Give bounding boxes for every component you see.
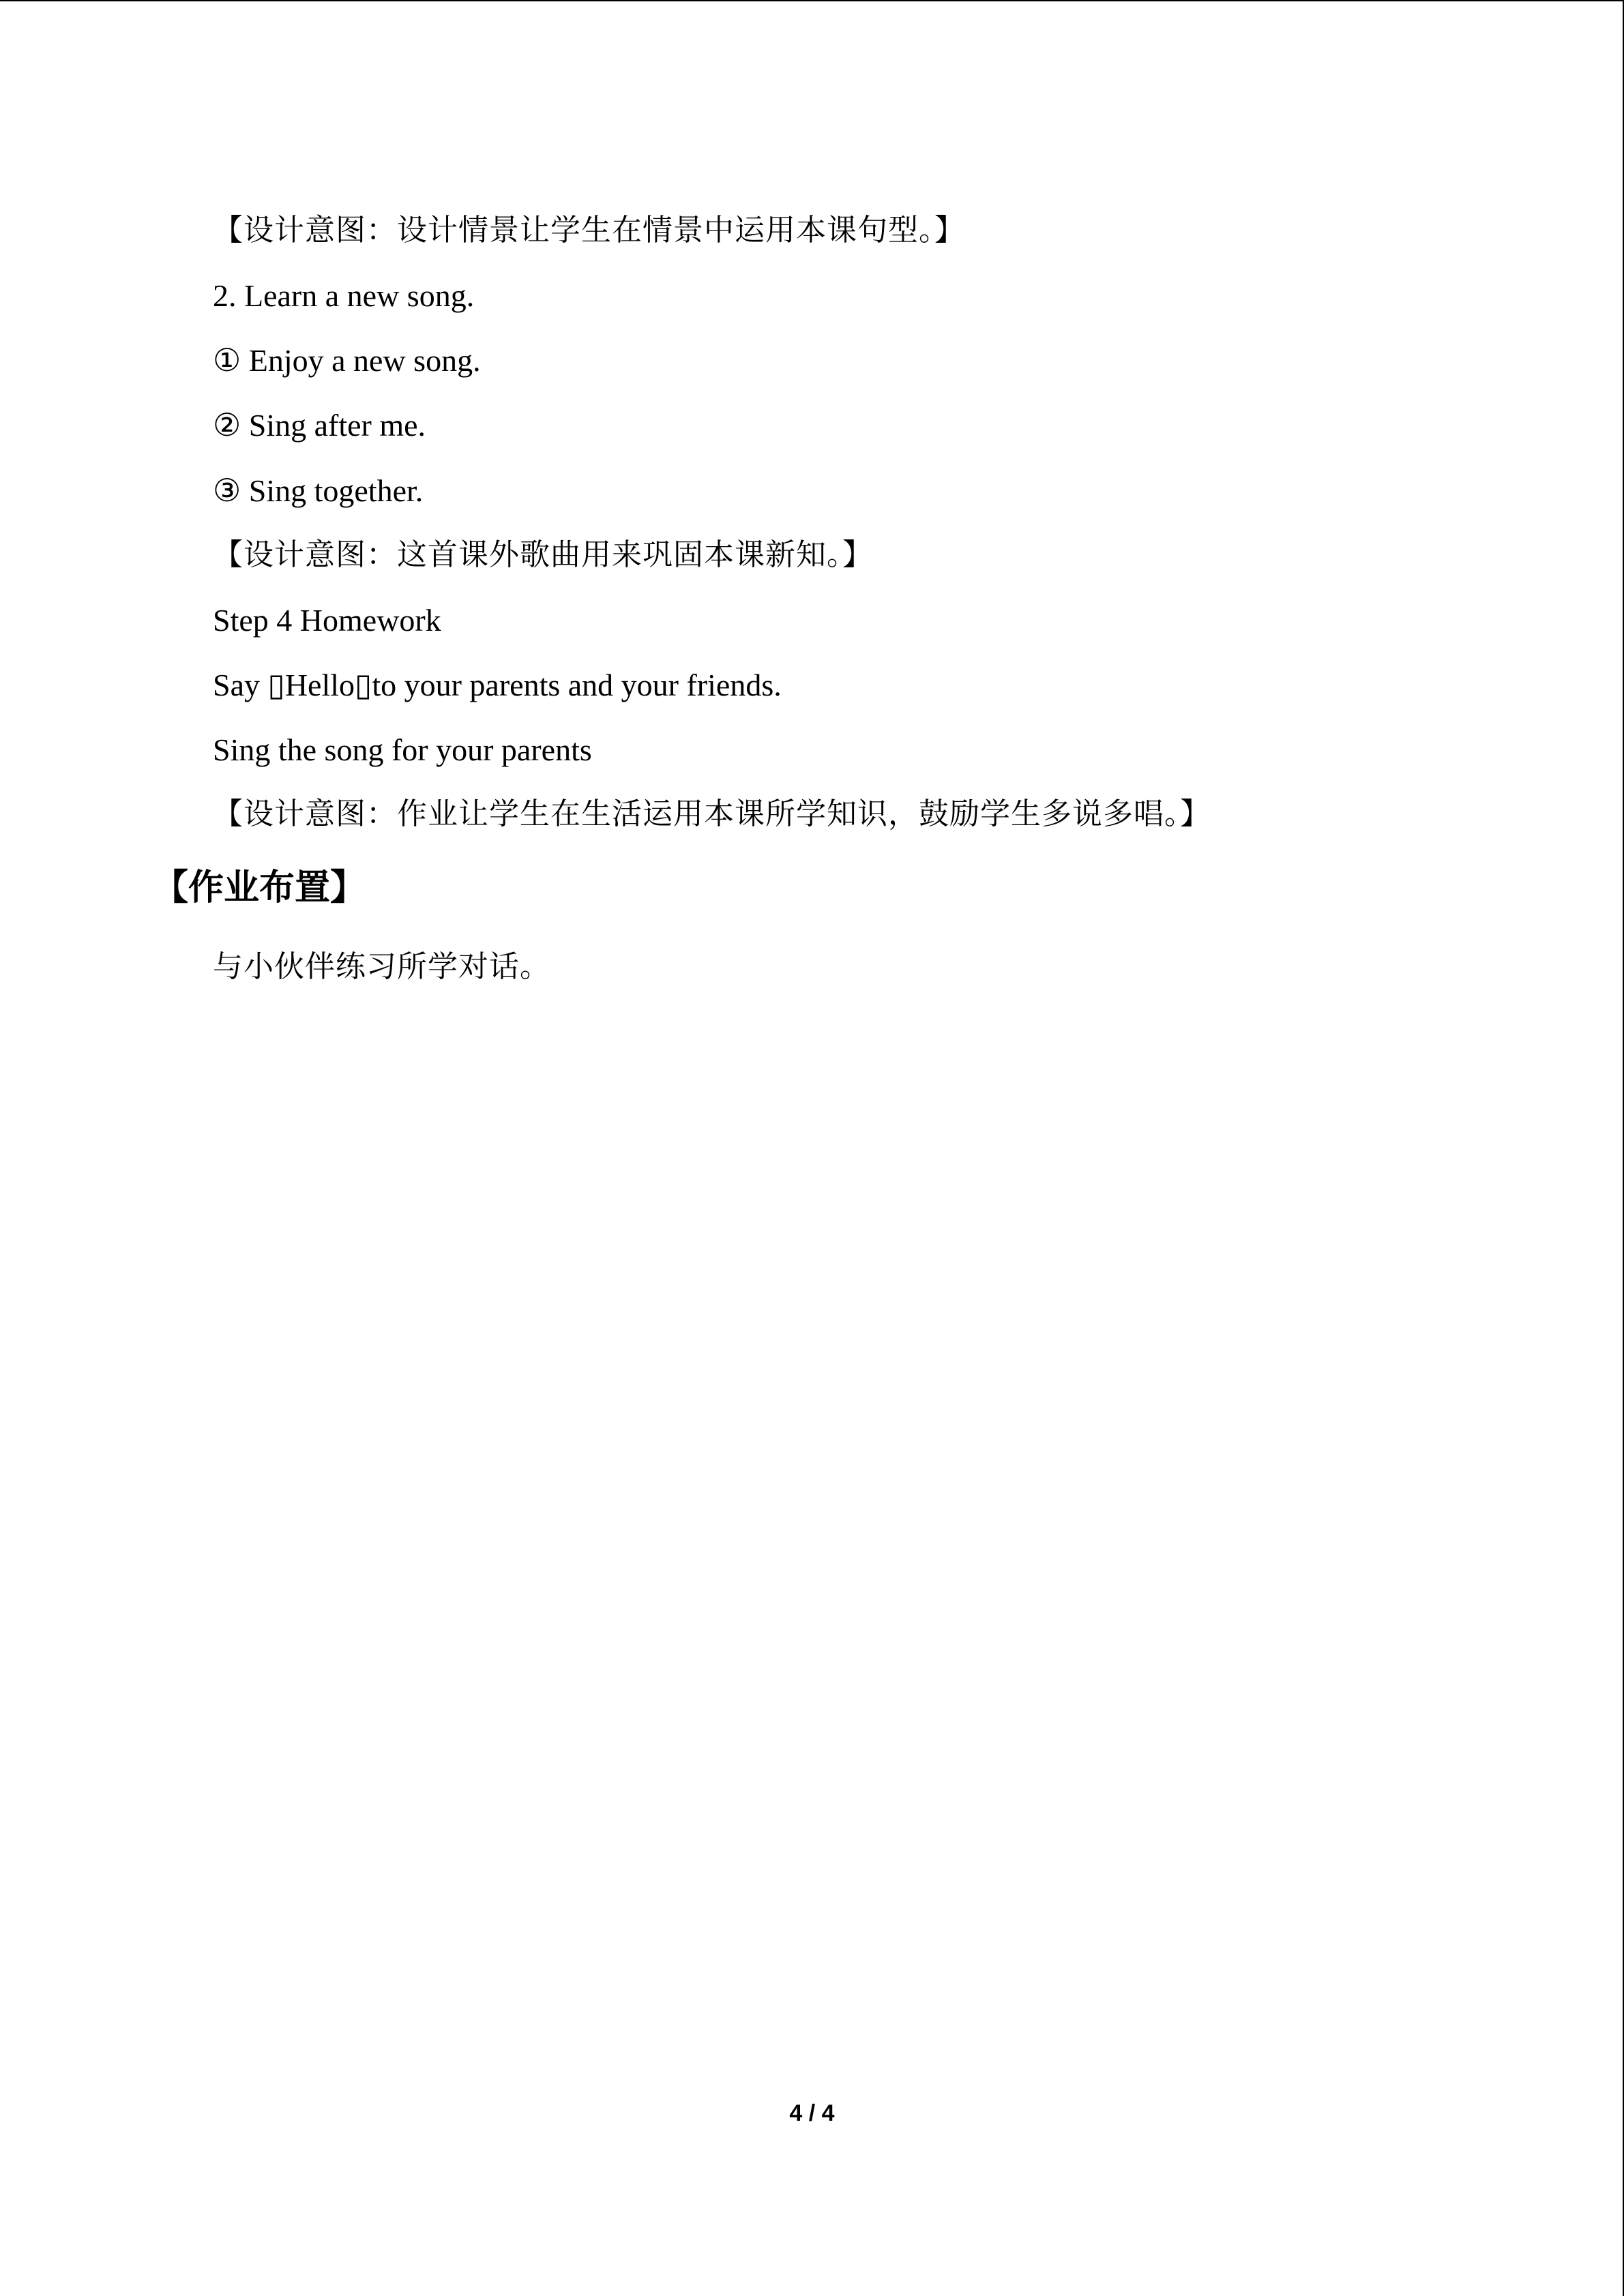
design-intent-3: 【设计意图：作业让学生在生活运用本课所学知识，鼓励学生多说多唱。】 (213, 796, 1211, 831)
homework-line-2: Sing the song for your parents (213, 732, 592, 767)
homework-line-1: Say ▯Hello▯to your parents and your friends. (213, 668, 782, 702)
section-heading-homework: 【作业布置】 (153, 867, 366, 908)
song-step-1: ① Enjoy a new song. (213, 343, 481, 378)
step-4-heading: Step 4 Homework (213, 603, 441, 638)
page-number: 4 / 4 (789, 2100, 835, 2126)
design-intent-2: 【设计意图：这首课外歌曲用来巩固本课新知。】 (213, 537, 873, 572)
song-step-3: ③ Sing together. (213, 473, 424, 508)
design-intent-1: 【设计意图：设计情景让学生在情景中运用本课句型。】 (213, 213, 965, 248)
learn-song-item: 2. Learn a new song. (213, 278, 475, 313)
section-body: 与小伙伴练习所学对话。 (213, 949, 550, 984)
song-step-2: ② Sing after me. (213, 408, 426, 443)
